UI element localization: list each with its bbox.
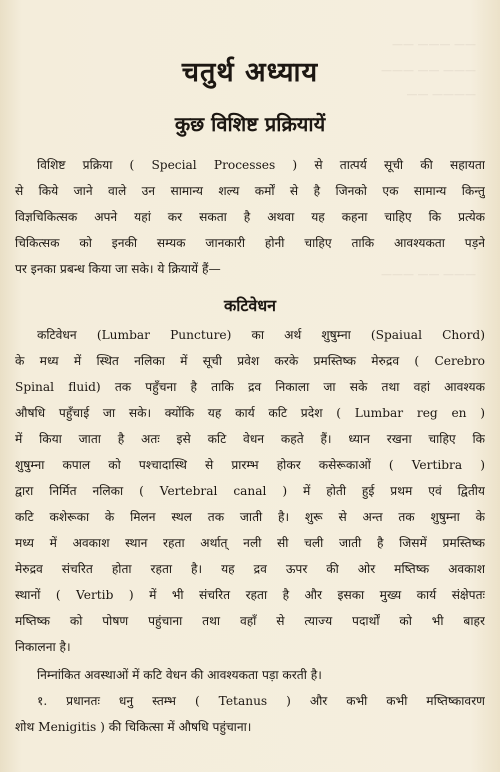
body-line: मेरुद्रव संचरित होता रहता है। यह द्रव ऊपर की ओर मष्तिष्क अवकाश xyxy=(15,562,485,576)
chapter-title: चतुर्थ अध्याय xyxy=(181,57,319,88)
section-title: कुछ विशिष्ट प्रक्रियायें xyxy=(174,112,326,136)
body-line: कटि कशेरूका के मिलन स्थल तक जाती है। शुरू से अन्त तक शुषुम्ना के xyxy=(15,510,485,524)
body-line: द्वारा निर्मित नलिका ( Vertebral canal ) में होती हुई प्रथम एवं द्वितीय xyxy=(15,484,485,498)
body-line: शुषुम्ना कपाल को पश्चादास्थि से प्रारम्भ होकर कसेरूकाओं ( Vertibra ) xyxy=(15,458,485,472)
body-line: औषधि पहुँचाई जा सके। क्योंकि यह कार्य कटि प्रदेश ( Lumbar reg en ) xyxy=(15,406,485,420)
intro-line: विशिष्ट प्रक्रिया ( Special Processes ) से तात्पर्य सूची की सहायता xyxy=(37,158,485,172)
bleed-through-text: —— ———— xyxy=(406,88,476,101)
body-line: के मध्य में स्थित नलिका में सूची प्रवेश करके प्रमस्तिष्क मेरुद्रव ( Cerebro xyxy=(15,354,485,368)
body-line: मध्य में अवकाश स्थान रहता अर्थात् नली सी चली जाती है जिसमें प्रमस्तिष्क xyxy=(15,536,485,550)
conditions-line: निम्नांकित अवस्थाओं में कटि वेधन की आवश्यकता पड़ा करती है। xyxy=(37,668,322,682)
bleed-through-text: —— ——— —— xyxy=(392,38,476,51)
sub-heading: कटिवेधन xyxy=(223,296,277,315)
intro-line: पर इनका प्रबन्ध किया जा सके। ये क्रियायें हैं— xyxy=(15,262,221,276)
body-line: स्थानों ( Vertib ) में भी संचरित रहता है और इसका मुख्य कार्य संक्षेपतः xyxy=(15,588,485,602)
conditions-line: शोथ Menigitis ) की चिकित्सा में औषधि पहुंचाना। xyxy=(15,720,252,734)
body-line: में किया जाता है अतः इसे कटि वेधन कहते हैं। ध्यान रखना चाहिए कि xyxy=(15,432,485,446)
intro-line: से किये जाने वाले उन सामान्य शल्य कर्मों से है जिनको एक सामान्य किन्तु xyxy=(15,184,485,198)
intro-line: चिकित्सक को इनकी सम्यक जानकारी होनी चाहिए ताकि आवश्यकता पड़ने xyxy=(15,236,485,250)
bleed-through-text: ——— —— ——— xyxy=(381,268,476,281)
bleed-through-text: ——— —— ——— xyxy=(381,64,476,77)
intro-line: विज्ञचिकित्सक अपने यहां कर सकता है अथवा यह कहना चाहिए कि प्रत्येक xyxy=(15,210,485,224)
body-line: निकालना है। xyxy=(15,640,71,654)
body-line: मष्तिष्क को पोषण पहुंचाना तथा वहाँ से त्याज्य पदार्थों को भी बाहर xyxy=(15,614,485,628)
body-line: Spinal fluid) तक पहुँचना है ताकि द्रव निकाला जा सके तथा वहां आवश्यक xyxy=(15,380,485,394)
body-line: कटिवेधन (Lumbar Puncture) का अर्थ शुषुम्ना (Spaiual Chord) xyxy=(37,328,485,342)
conditions-line: १. प्रधानतः धनु स्तम्भ ( Tetanus ) और कभी कभी मष्तिष्कावरण xyxy=(37,694,485,708)
